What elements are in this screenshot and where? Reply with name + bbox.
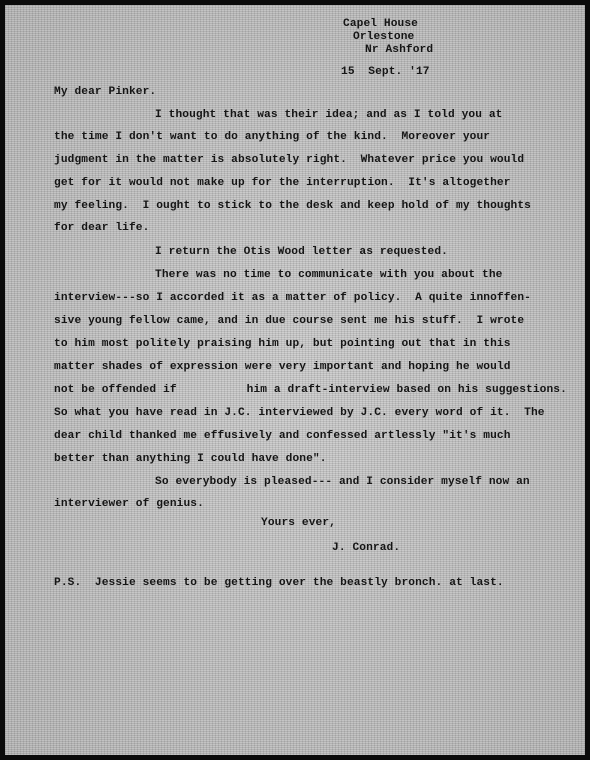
paragraph-4-line-2: interviewer of genius. [54,498,204,510]
paragraph-3-line-4: to him most politely praising him up, but pointing out that in this [54,338,511,350]
paragraph-3-line-6-start: not be offended if [54,384,177,396]
paragraph-3-line-6 [54,383,567,397]
closing: Yours ever, [261,517,336,529]
typed-letter [5,5,585,755]
paragraph-2-line-1: I return the Otis Wood letter as requested. [155,246,448,258]
postscript: P.S. Jessie seems to be getting over the beastly bronch. at last. [54,577,504,589]
paragraph-1-line-2: the time I don't want to do anything of the kind. Moreover your [54,131,491,143]
letter-page [5,5,585,755]
address-line-3: Nr Ashford [365,44,434,56]
letter-date: 15 Sept. '17 [341,66,430,78]
paragraph-1-line-3: judgment in the matter is absolutely right. Whatever price you would [54,154,525,166]
address-line-2: Orlestone [353,31,415,43]
paragraph-1-line-4: get for it would not make up for the interruption. It's altogether [54,177,511,189]
paragraph-3-line-2: interview---so I accorded it as a matter of policy. A quite innoffen- [54,292,531,304]
paragraph-3-line-9: better than anything I could have done". [54,453,327,465]
paragraph-4-line-1: So everybody is pleased--- and I consider myself now an [155,476,530,488]
paragraph-1-line-6: for dear life. [54,222,150,234]
signature: J. Conrad. [332,542,401,554]
paragraph-3-line-7: So what you have read in J.C. interviewed by J.C. every word of it. The [54,407,545,419]
paragraph-3-line-1: There was no time to communicate with you about the [155,269,503,281]
paragraph-3-line-5: matter shades of expression were very important and hoping he would [54,361,511,373]
paragraph-3-line-3: sive young fellow came, and in due course sent me his stuff. I wrote [54,315,525,327]
paragraph-1-line-1: I thought that was their idea; and as I told you at [155,109,503,121]
address-line-1: Capel House [343,18,418,30]
paragraph-3-line-6-end: him a draft-interview based on his suggestions. [246,384,567,396]
paragraph-1-line-5: my feeling. I ought to stick to the desk and keep hold of my thoughts [54,200,531,212]
salutation: My dear Pinker. [54,86,157,98]
paragraph-3-line-8: dear child thanked me effusively and confessed artlessly "it's much [54,430,511,442]
